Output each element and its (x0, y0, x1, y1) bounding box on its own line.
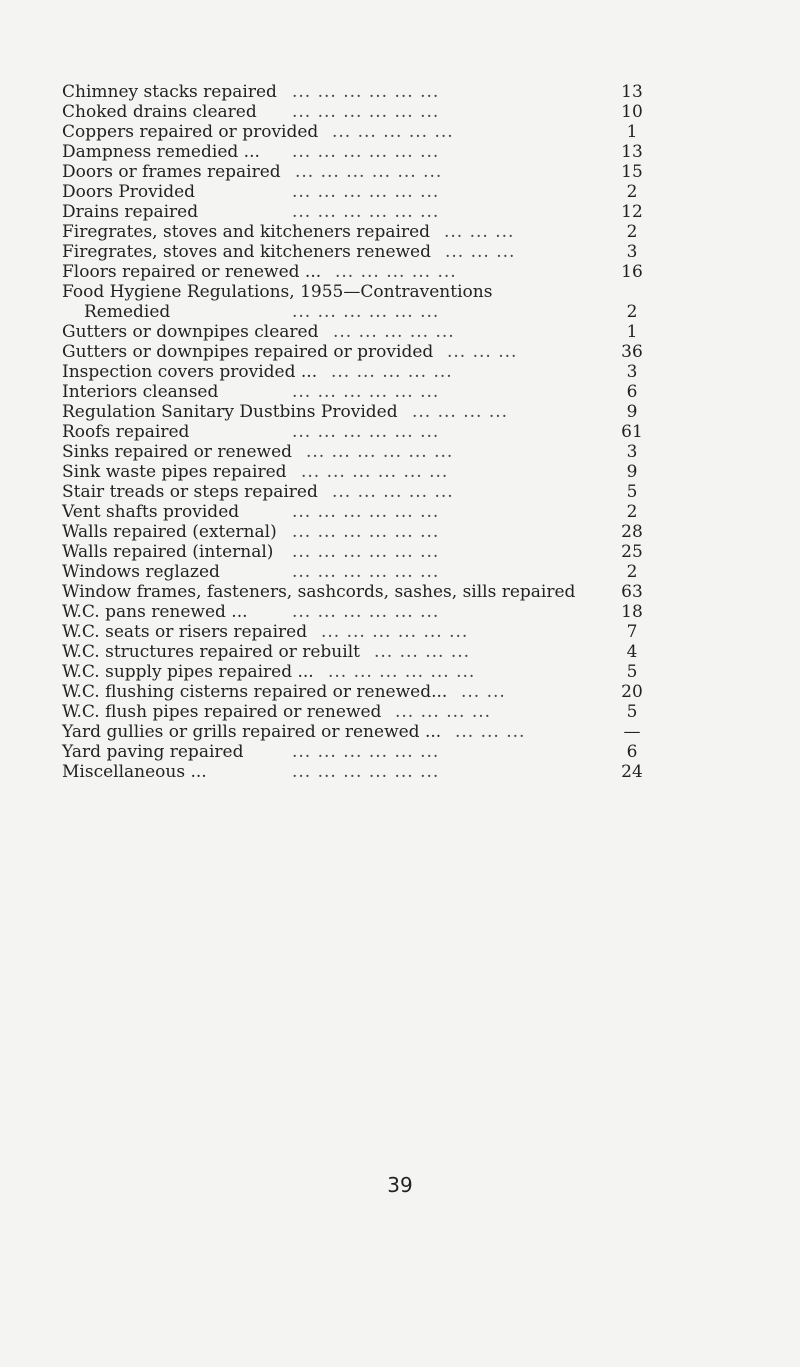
table-row (62, 102, 662, 122)
dot-leader: ... ... (461, 682, 506, 702)
table-row (62, 282, 662, 302)
dot-leader: ... ... ... ... ... ... (292, 762, 440, 782)
table-row (62, 422, 662, 442)
dot-leader: ... ... ... ... ... ... (292, 182, 440, 202)
table-row (62, 622, 662, 642)
item-value: 5 (626, 482, 638, 502)
dot-leader: ... ... ... ... (412, 402, 509, 422)
dot-leader: ... ... ... ... ... (332, 122, 454, 142)
dot-leader: ... ... ... ... ... ... (328, 662, 476, 682)
item-value: 3 (626, 442, 638, 462)
item-label: Miscellaneous ... (62, 762, 207, 782)
item-value: 3 (626, 242, 638, 262)
item-label: Chimney stacks repaired (62, 82, 277, 102)
item-label: Doors or frames repaired (62, 162, 281, 182)
dot-leader: ... ... ... ... ... ... (292, 202, 440, 222)
item-value: 61 (621, 422, 643, 442)
table-row (62, 302, 662, 322)
table-row (62, 342, 662, 362)
item-value: 10 (621, 102, 643, 122)
dot-leader: ... ... ... ... ... ... (292, 382, 440, 402)
item-label: Firegrates, stoves and kitcheners repaired (62, 222, 431, 242)
item-value: 9 (626, 462, 638, 482)
item-value: 16 (621, 262, 643, 282)
item-label: Vent shafts provided (62, 502, 240, 522)
item-value: 1 (626, 322, 638, 342)
item-value: 9 (626, 402, 638, 422)
table-row (62, 362, 662, 382)
item-value: — (623, 722, 641, 742)
table-row (62, 642, 662, 662)
item-label: W.C. flushing cisterns repaired or renewed... (62, 682, 448, 702)
item-value: 3 (626, 362, 638, 382)
item-label: Remedied (84, 302, 171, 322)
item-value: 25 (621, 542, 643, 562)
table-row (62, 542, 662, 562)
dot-leader: ... ... ... ... ... (333, 322, 455, 342)
item-value: 2 (626, 222, 638, 242)
item-value: 5 (626, 702, 638, 722)
item-value: 36 (621, 342, 643, 362)
dot-leader: ... ... ... ... ... ... (292, 542, 440, 562)
table-row (62, 242, 662, 262)
table-row (62, 702, 662, 722)
dot-leader: ... ... ... ... ... (331, 362, 453, 382)
table-row (62, 462, 662, 482)
dot-leader: ... ... ... ... ... ... (292, 742, 440, 762)
item-label: Firegrates, stoves and kitcheners renewed (62, 242, 431, 262)
item-label: Food Hygiene Regulations, 1955—Contraventions (62, 282, 493, 302)
table-row (62, 202, 662, 222)
dot-leader: ... ... ... ... ... (332, 482, 454, 502)
item-label: Doors Provided (62, 182, 196, 202)
dot-leader: ... ... ... ... ... ... (321, 622, 469, 642)
item-value: 24 (621, 762, 643, 782)
table-row (62, 602, 662, 622)
page-number: 39 (387, 1173, 413, 1197)
item-value: 5 (626, 662, 638, 682)
dot-leader: ... ... ... (445, 242, 516, 262)
item-value: 13 (621, 82, 643, 102)
repairs-table (62, 82, 662, 782)
dot-leader: ... ... ... ... ... ... (292, 102, 440, 122)
item-value: 4 (626, 642, 638, 662)
item-value: 63 (621, 582, 643, 602)
dot-leader: ... ... ... ... ... ... (292, 562, 440, 582)
table-row (62, 222, 662, 242)
table-row (62, 162, 662, 182)
item-label: Windows reglazed (62, 562, 220, 582)
item-label: Regulation Sanitary Dustbins Provided (62, 402, 398, 422)
dot-leader: ... ... ... ... ... ... (301, 462, 449, 482)
item-value: 2 (626, 182, 638, 202)
item-value: 7 (626, 622, 638, 642)
item-label: Gutters or downpipes cleared (62, 322, 319, 342)
table-row (62, 722, 662, 742)
item-label: Walls repaired (internal) (62, 542, 274, 562)
item-value: 1 (626, 122, 638, 142)
dot-leader: ... ... ... ... ... ... (292, 422, 440, 442)
item-label: W.C. seats or risers repaired (62, 622, 308, 642)
dot-leader: ... ... ... ... ... (335, 262, 457, 282)
item-label: Gutters or downpipes repaired or provided (62, 342, 434, 362)
item-value: 12 (621, 202, 643, 222)
table-row (62, 142, 662, 162)
item-label: Sinks repaired or renewed (62, 442, 293, 462)
table-row (62, 402, 662, 422)
item-label: W.C. structures repaired or rebuilt (62, 642, 360, 662)
item-label: W.C. pans renewed ... (62, 602, 248, 622)
item-label: Sink waste pipes repaired (62, 462, 287, 482)
item-label: Coppers repaired or provided (62, 122, 319, 142)
item-value: 20 (621, 682, 643, 702)
table-row (62, 582, 662, 602)
item-value: 6 (626, 382, 638, 402)
dot-leader: ... ... ... ... ... ... (306, 442, 454, 462)
item-label: Floors repaired or renewed ... (62, 262, 322, 282)
table-row (62, 662, 662, 682)
table-row (62, 182, 662, 202)
item-label: Interiors cleansed (62, 382, 219, 402)
table-row (62, 522, 662, 542)
item-label: Drains repaired (62, 202, 199, 222)
dot-leader: ... ... ... ... ... ... (292, 502, 440, 522)
dot-leader: ... ... ... (455, 722, 526, 742)
table-row (62, 762, 662, 782)
dot-leader: ... ... ... ... ... ... (292, 82, 440, 102)
dot-leader: ... ... ... ... (374, 642, 471, 662)
item-value: 18 (621, 602, 643, 622)
item-label: Window frames, fasteners, sashcords, sashes, sills repaired (62, 582, 576, 602)
table-row (62, 82, 662, 102)
table-row (62, 442, 662, 462)
table-row (62, 502, 662, 522)
item-label: W.C. supply pipes repaired ... (62, 662, 314, 682)
table-row (62, 742, 662, 762)
table-row (62, 482, 662, 502)
item-value: 13 (621, 142, 643, 162)
item-label: Inspection covers provided ... (62, 362, 318, 382)
item-label: Stair treads or steps repaired (62, 482, 318, 502)
table-row (62, 562, 662, 582)
item-label: Roofs repaired (62, 422, 190, 442)
dot-leader: ... ... ... ... ... ... (292, 302, 440, 322)
dot-leader: ... ... ... ... (395, 702, 492, 722)
item-value: 6 (626, 742, 638, 762)
item-label: Walls repaired (external) (62, 522, 277, 542)
item-label: Choked drains cleared (62, 102, 257, 122)
item-value: 2 (626, 302, 638, 322)
dot-leader: ... ... ... ... ... ... (292, 522, 440, 542)
item-label: W.C. flush pipes repaired or renewed (62, 702, 382, 722)
table-row (62, 122, 662, 142)
item-value: 2 (626, 562, 638, 582)
item-label: Yard paving repaired (62, 742, 244, 762)
table-row (62, 262, 662, 282)
item-value: 15 (621, 162, 643, 182)
item-value: 2 (626, 502, 638, 522)
item-value: 28 (621, 522, 643, 542)
table-row (62, 382, 662, 402)
dot-leader: ... ... ... ... ... ... (292, 142, 440, 162)
dot-leader: ... ... ... (444, 222, 515, 242)
item-label: Yard gullies or grills repaired or renewed ... (62, 722, 442, 742)
dot-leader: ... ... ... ... ... ... (295, 162, 443, 182)
dot-leader: ... ... ... ... ... ... (292, 602, 440, 622)
table-row (62, 322, 662, 342)
item-label: Dampness remedied ... (62, 142, 260, 162)
dot-leader: ... ... ... (447, 342, 518, 362)
table-row (62, 682, 662, 702)
